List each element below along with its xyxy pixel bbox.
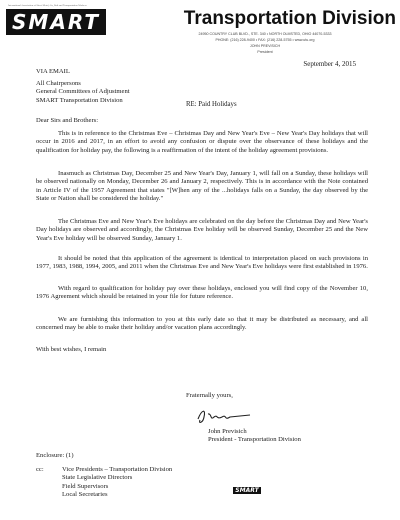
recipient-line-3: SMART Transportation Division — [36, 96, 123, 104]
address-line-1: 24950 COUNTRY CLUB BLVD., STE. 340 • NORTH OLMSTED, OHIO 44070-5333 — [198, 32, 332, 36]
fraternally: Fraternally yours, — [186, 392, 233, 399]
handwritten-signature — [194, 405, 254, 427]
cc-item: Field Supervisors — [62, 482, 109, 490]
recipient-block — [36, 80, 130, 105]
closing: With best wishes, I remain — [36, 346, 107, 353]
letter-date: September 4, 2015 — [303, 60, 356, 68]
letterhead-address — [160, 31, 370, 55]
paragraph-1: This is in reference to the Christmas Eve – Christmas Day and New Year's Eve – New Year's Day holidays that will occur in 2016 and 2017, in an effort to avoid any confusion or dispute over the observance of these holidays and the qualification for holiday pay, the following is a reaffirmation of the intent of the holiday agreement provisions. — [36, 130, 368, 154]
cc-item: Vice Presidents – Transportation Division — [62, 466, 173, 473]
recipient-line-2: General Committees of Adjustment — [36, 88, 130, 96]
paragraph-5: With regard to qualification for holiday pay over these holidays, enclosed you will find copy of the November 10, 1976 Agreement which should be retained in your file for future reference. — [36, 285, 368, 301]
cc-list — [62, 466, 172, 500]
cc-item: Local Secretaries — [62, 491, 108, 499]
delivery-method: VIA EMAIL — [36, 68, 70, 75]
smart-logo — [6, 9, 106, 35]
division-title: Transportation Division — [183, 8, 396, 29]
enclosure: Enclosure: (1) — [36, 452, 74, 459]
footer-logo-text: SMART — [235, 487, 259, 494]
president-title: President — [257, 50, 273, 54]
re-line: RE: Paid Holidays — [186, 101, 237, 108]
footer-logo — [231, 487, 263, 499]
president-name: JOHN PREVISICH — [249, 44, 281, 48]
paragraph-3: The Christmas Eve and New Year's Eve holidays are celebrated on the day before the Christmas Day and New Year's Day holidays are observed and accordingly, the Christmas Eve holiday will be observed Sunday, December 25 and the New Year's Eve holiday will be observed Sunday, January 1. — [36, 218, 368, 242]
signer-name: John Previsich — [208, 428, 247, 435]
paragraph-4: It should be noted that this application of the agreement is identical to interpretation placed on such provisions in 1977, 1983, 1988, 1994, 2005, and 2011 when the Christmas Eve and New Year's Eve holidays were first established in 1976. — [36, 255, 368, 271]
cc-label: cc: — [36, 466, 44, 473]
paragraph-6: We are furnishing this information to you at this early date so that it may be distributed as necessary, and all concerned may be able to make their holiday and/or vacation plans accordingly. — [36, 316, 368, 332]
letterhead-top-line: International Association of Sheet Metal, Air, Rail and Transportation Workers — [8, 4, 87, 7]
smart-logo-text: SMART — [12, 10, 100, 34]
paragraph-2: Inasmuch as Christmas Day, December 25 and New Year's Day, January 1, will fall on a Sunday, these holidays will be observed nationally on Monday, December 26 and January 2, respectively. This is in accordance with the Note contained in Article IV of the 1957 Agreement that states "[W]hen any of the ...holidays falls on a Sunday, the day observed by the State or Nation shall be considered the holiday." — [36, 170, 368, 203]
signer-title: President - Transportation Division — [208, 436, 301, 444]
signer-block — [208, 428, 301, 445]
address-line-2: PHONE: (216) 228-9400 • FAX: (216) 228-5755 • www.utu.org — [215, 38, 315, 42]
recipient-line-1: All Chairpersons — [36, 80, 81, 87]
cc-item: State Legislative Directors — [62, 474, 133, 482]
salutation: Dear Sirs and Brothers: — [36, 117, 99, 124]
